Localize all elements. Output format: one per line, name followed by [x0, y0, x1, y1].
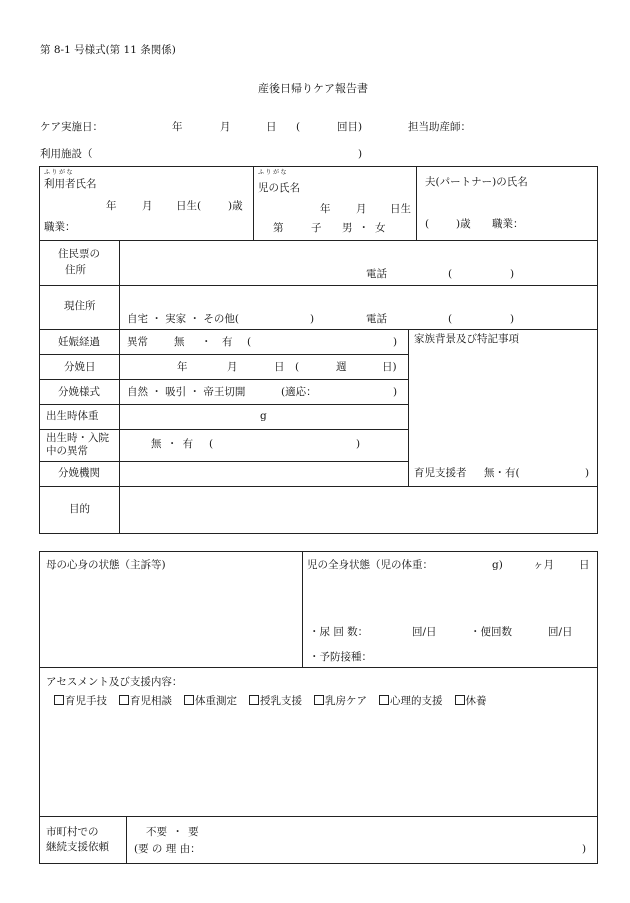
child-condition-label: 児の全身状態（児の体重：	[307, 559, 433, 571]
current-address-label: 現住所	[64, 300, 96, 312]
registered-address-label-2: 住所	[65, 264, 86, 276]
checkbox-icon[interactable]	[379, 695, 389, 705]
partner-age-close: )歳	[456, 218, 471, 230]
birth-abnormality-label-2: 中の異常	[46, 445, 88, 457]
delivery-week: 週	[336, 361, 347, 373]
delivery-year: 年	[177, 361, 188, 373]
current-address-close: )	[310, 313, 315, 325]
child-order-suffix: 子	[311, 222, 322, 234]
text: 乳房ケア	[325, 695, 367, 707]
child-birth-month: 月	[356, 203, 367, 215]
user-occupation-label: 職業：	[44, 221, 76, 233]
user-name-label: 利用者氏名	[44, 178, 97, 190]
divider	[39, 429, 409, 430]
partner-age-open: (	[425, 218, 430, 230]
birth-weight-label: 出生時体重	[46, 410, 99, 422]
child-order-prefix: 第	[273, 222, 284, 234]
pregnancy-abnormal: 異常	[127, 336, 148, 348]
partner-name-label: 夫(パートナー)の氏名	[425, 176, 528, 188]
divider	[302, 551, 303, 668]
registered-phone-close: )	[510, 268, 515, 280]
birth-abnormality-open: (	[209, 438, 214, 450]
delivery-indication-open: (適応：	[281, 386, 317, 398]
childcare-supporter-label: 育児支援者	[414, 467, 467, 479]
pregnancy-dot: ・	[201, 336, 212, 348]
registered-address-label-1: 住民票の	[58, 248, 100, 260]
form-title: 産後日帰りケア報告書	[258, 82, 368, 95]
childcare-supporter-options: 無・有(	[484, 467, 520, 479]
checkbox-icon[interactable]	[184, 695, 194, 705]
delivery-date-label: 分娩日	[64, 361, 96, 373]
municipal-support-options: 不要 ・ 要	[146, 826, 199, 838]
municipal-support-label-2: 継続支援依頼	[46, 841, 109, 853]
current-phone-open: (	[448, 313, 453, 325]
registered-phone-open: (	[448, 268, 453, 280]
text: 心理的支援	[390, 695, 443, 707]
divider	[39, 329, 598, 330]
pregnancy-open: (	[247, 336, 252, 348]
birth-abnormality-label-1: 出生時・入院	[46, 432, 109, 444]
urination-label: ・尿 回 数：	[309, 626, 369, 638]
user-birth-day: 日生(	[176, 200, 202, 212]
user-birth-month: 月	[142, 200, 153, 212]
text: 体重測定	[195, 695, 237, 707]
pregnancy-label: 妊娠経過	[58, 336, 100, 348]
text: 授乳支援	[260, 695, 302, 707]
delivery-day: 日	[274, 361, 285, 373]
care-count-unit: 回目)	[337, 121, 363, 133]
child-month-label: ヶ月	[533, 559, 554, 571]
delivery-open: (	[295, 361, 300, 373]
child-birth-year: 年	[320, 203, 331, 215]
care-date-day: 日	[266, 121, 277, 133]
divider	[253, 166, 254, 241]
divider	[39, 667, 598, 668]
midwife-label: 担当助産師：	[408, 121, 471, 133]
delivery-method-label: 分娩様式	[58, 386, 100, 398]
current-phone-label: 電話	[366, 313, 387, 325]
birth-abnormality-options: 無 ・ 有	[151, 438, 194, 450]
vaccination-label: ・予防接種：	[309, 651, 372, 663]
divider	[39, 379, 409, 380]
user-birth-year: 年	[106, 200, 117, 212]
divider	[39, 354, 409, 355]
child-sex: 男・女	[342, 222, 392, 234]
divider	[408, 329, 409, 487]
pregnancy-yes: 有	[222, 336, 233, 348]
assessment-option[interactable]	[379, 695, 443, 707]
text: 育児手技	[65, 695, 107, 707]
family-background-label: 家族背景及び特記事項	[414, 333, 519, 345]
delivery-day-close: 日)	[382, 361, 397, 373]
divider	[416, 166, 417, 241]
municipal-reason-close: )	[582, 843, 587, 855]
defecation-label: ・便回数	[470, 626, 512, 638]
child-day-label: 日	[579, 559, 590, 571]
assessment-option[interactable]	[455, 695, 487, 707]
pregnancy-close: )	[393, 336, 398, 348]
checkbox-icon[interactable]	[249, 695, 259, 705]
municipal-support-label-1: 市町村での	[46, 826, 99, 838]
checkbox-icon[interactable]	[119, 695, 129, 705]
care-date-month: 月	[220, 121, 231, 133]
divider	[39, 285, 598, 286]
user-age-close: )歳	[228, 200, 243, 212]
mother-condition-label: 母の心身の状態（主訴等)	[46, 559, 166, 571]
care-count-open: (	[296, 121, 301, 133]
assessment-option[interactable]	[184, 695, 237, 707]
assessment-option[interactable]	[249, 695, 302, 707]
delivery-method-options: 自然 ・ 吸引 ・ 帝王切開	[127, 386, 246, 398]
assessment-option[interactable]	[314, 695, 367, 707]
birth-abnormality-close: )	[356, 438, 361, 450]
divider	[126, 816, 127, 864]
birth-weight-unit: g	[260, 410, 267, 422]
assessment-option[interactable]	[54, 695, 107, 707]
municipal-reason-label: (要 の 理 由：	[134, 843, 201, 855]
delivery-facility-label: 分娩機関	[58, 467, 100, 479]
child-birth-day: 日生	[390, 203, 411, 215]
checkbox-icon[interactable]	[455, 695, 465, 705]
delivery-month: 月	[227, 361, 238, 373]
divider	[39, 461, 409, 462]
text: 休養	[465, 695, 487, 707]
child-weight-unit: g)	[492, 559, 503, 571]
user-furigana: ふりがな	[44, 169, 75, 176]
delivery-indication-close: )	[393, 386, 398, 398]
checkbox-icon[interactable]	[314, 695, 324, 705]
current-phone-close: )	[510, 313, 515, 325]
checkbox-icon[interactable]	[54, 695, 64, 705]
care-date-label: ケア実施日：	[40, 121, 103, 133]
form-number: 第 8-1 号様式(第 11 条関係)	[40, 44, 176, 56]
registered-phone-label: 電話	[366, 268, 387, 280]
current-address-options: 自宅 ・ 実家 ・ その他(	[127, 313, 239, 325]
child-furigana: ふりがな	[258, 169, 289, 176]
pregnancy-none: 無	[174, 336, 185, 348]
care-date-year: 年	[172, 121, 183, 133]
divider	[39, 404, 409, 405]
facility-close: )	[358, 148, 363, 160]
divider	[39, 816, 598, 817]
text: 育児相談	[130, 695, 172, 707]
defecation-unit: 回/日	[548, 626, 573, 638]
divider	[39, 240, 598, 241]
purpose-label: 目的	[69, 503, 90, 515]
childcare-supporter-close: )	[585, 467, 590, 479]
child-name-label: 児の氏名	[258, 182, 300, 194]
divider	[39, 486, 598, 487]
assessment-options	[54, 695, 499, 708]
assessment-label: アセスメント及び支援内容：	[46, 676, 183, 688]
partner-occupation-label: 職業：	[492, 218, 524, 230]
facility-label: 利用施設（	[40, 148, 93, 160]
assessment-option[interactable]	[119, 695, 172, 707]
urination-unit: 回/日	[412, 626, 437, 638]
